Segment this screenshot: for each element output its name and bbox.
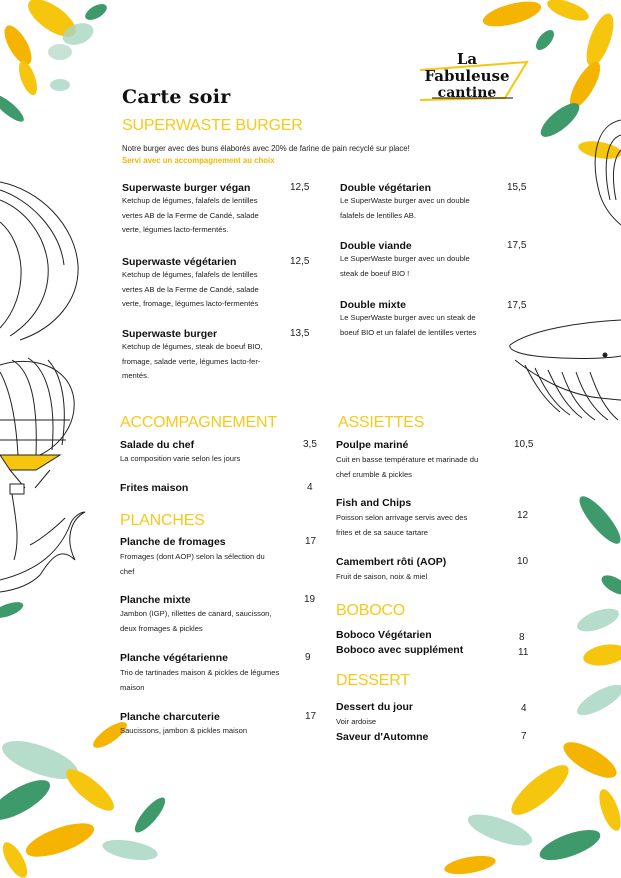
desc-line: Ketchup de légumes, steak de boeuf BIO, — [122, 342, 263, 351]
logo-line-1: La — [456, 50, 478, 68]
desc-line: Fromages (dont AOP) selon la sélection du — [120, 552, 265, 561]
menu-item-name: Superwaste végétarien — [122, 256, 237, 268]
whale-tail-illustration — [0, 512, 85, 592]
desc-line: frites et de sa sauce tartare — [336, 527, 429, 537]
menu-item-price: 4 — [521, 703, 527, 714]
menu-item-price: 17,5 — [507, 240, 527, 251]
leaf-decoration-bottom-left — [0, 718, 170, 878]
desc-line: deux fromages & pickles — [120, 623, 203, 633]
menu-item-description — [340, 311, 476, 340]
desc-line: maison — [120, 682, 145, 692]
desc-line: Ketchup de légumes, falafels de lentilles — [122, 196, 258, 205]
hot-air-balloon-illustration-right — [595, 120, 621, 225]
menu-item-price: 12 — [517, 510, 529, 521]
desc-line: boeuf BIO et un falafel de lentilles vertes — [340, 327, 477, 337]
burger-note: Servi avec un accompagnement au choix — [122, 156, 275, 165]
desc-line: Fruit de saison, noix & miel — [336, 572, 428, 581]
menu-item-description — [336, 511, 467, 540]
desc-line: La composition varie selon les jours — [120, 454, 241, 463]
menu-item-price: 10,5 — [514, 439, 534, 450]
menu-item-price: 13,5 — [290, 328, 310, 339]
menu-item-description — [120, 452, 240, 467]
menu-item-name: Dessert du jour — [336, 701, 414, 713]
desc-line: Le SuperWaste burger avec un steak de — [340, 313, 476, 322]
desc-line: Cuit en basse température et marinade du — [336, 455, 479, 464]
desc-line: Jambon (IGP), rillettes de canard, saucisson, — [120, 609, 272, 618]
menu-item-name: Double mixte — [340, 299, 406, 311]
menu-item-price: 9 — [305, 652, 311, 663]
section-heading-assiettes: ASSIETTES — [338, 414, 425, 431]
menu-item-price: 8 — [519, 632, 525, 643]
menu-item-price: 17 — [305, 711, 317, 722]
menu-item-description — [122, 268, 259, 312]
section-heading-dessert: DESSERT — [336, 672, 410, 689]
desc-line: chef crumble & pickles — [336, 469, 412, 479]
menu-item-name: Planche mixte — [120, 594, 191, 606]
menu-item-description — [120, 550, 265, 579]
menu-item-description — [336, 715, 376, 730]
menu-item-description — [120, 607, 272, 636]
desc-line: Voir ardoise — [336, 717, 377, 726]
menu-item-name: Double viande — [340, 240, 412, 252]
desc-line: chef — [120, 566, 135, 576]
desc-line: verte, légumes lacto-fermentés. — [122, 225, 229, 234]
menu-item-name: Double végétarien — [340, 182, 432, 194]
menu-item-price: 17 — [305, 536, 317, 547]
menu-item-name: Planche de fromages — [120, 536, 226, 548]
desc-line: fromage, salade verte, légumes lacto-fer- — [122, 356, 261, 366]
menu-item-price: 12,5 — [290, 182, 310, 193]
page-title: Carte soir — [122, 86, 231, 108]
leaf-decoration-right-middle — [574, 491, 621, 668]
balloon-yellow-band — [0, 455, 60, 470]
hot-air-balloon-illustration-top — [0, 182, 78, 340]
leaf-decoration-bottom-right — [443, 679, 621, 877]
menu-item-name: Planche charcuterie — [120, 711, 220, 723]
desc-line: steak de boeuf BIO ! — [340, 268, 410, 278]
menu-item-name: Boboco avec supplément — [336, 644, 464, 656]
desc-line: vertes AB de la Ferme de Candé, salade — [122, 284, 259, 294]
menu-item-description — [340, 194, 470, 223]
menu-item-name: Superwaste burger — [122, 328, 218, 340]
menu-item-name: Camembert rôti (AOP) — [336, 556, 447, 568]
section-heading-accompagnement: ACCOMPAGNEMENT — [120, 414, 277, 431]
menu-item-description — [336, 570, 427, 585]
leaf-decoration-left — [0, 599, 25, 621]
desc-line: falafels de lentilles AB. — [340, 210, 416, 220]
menu-item-price: 15,5 — [507, 182, 527, 193]
menu-item-description — [340, 252, 470, 281]
section-heading-burger: SUPERWASTE BURGER — [122, 117, 303, 134]
logo-line-3: cantine — [437, 85, 497, 101]
desc-line: Saucissons, jambon & pickles maison — [120, 726, 248, 735]
desc-line: mentés. — [122, 371, 150, 380]
menu-item-price: 11 — [518, 647, 529, 658]
logo-line-2: Fabuleuse — [424, 67, 510, 85]
menu-item-name: Frites maison — [120, 482, 189, 494]
menu-item-price: 4 — [307, 482, 313, 493]
desc-line: Le SuperWaste burger avec un double — [340, 254, 470, 263]
menu-item-price: 7 — [521, 731, 527, 742]
menu-item-price: 10 — [517, 556, 529, 567]
burger-intro: Notre burger avec des buns élaborés avec 20% de farine de pain recyclé sur place! — [122, 144, 410, 153]
leaf-decoration-top-left — [0, 0, 109, 125]
menu-item-name: Salade du chef — [120, 439, 195, 451]
menu-item-price: 19 — [304, 594, 316, 605]
desc-line: vertes AB de la Ferme de Candé, salade — [122, 210, 259, 220]
fish-illustration — [510, 320, 621, 420]
menu-item-description — [336, 453, 478, 482]
desc-line: verte, fromage, légumes lacto-fermentés — [122, 299, 259, 308]
desc-line: Poisson selon arrivage servis avec des — [336, 513, 468, 522]
desc-line: Ketchup de légumes, falafels de lentilles — [122, 270, 258, 279]
menu-item-name: Boboco Végétarien — [336, 629, 432, 641]
menu-item-price: 17,5 — [507, 300, 527, 311]
menu-item-description — [120, 724, 247, 739]
desc-line: Le SuperWaste burger avec un double — [340, 196, 470, 205]
desc-line: Trio de tartinades maison & pickles de légumes — [120, 668, 280, 677]
logo — [418, 51, 516, 102]
menu-item-description — [122, 340, 263, 384]
section-heading-planches: PLANCHES — [120, 512, 205, 529]
menu-item-name: Saveur d'Automne — [336, 731, 429, 743]
menu-item-name: Poulpe mariné — [336, 439, 409, 451]
menu-item-price: 12,5 — [290, 256, 310, 267]
menu-item-description — [120, 666, 279, 695]
menu-item-name: Superwaste burger végan — [122, 182, 251, 194]
section-heading-boboco: BOBOCO — [336, 602, 406, 619]
menu-item-name: Planche végétarienne — [120, 652, 228, 664]
menu-item-price: 3,5 — [303, 439, 317, 450]
menu-item-name: Fish and Chips — [336, 497, 412, 509]
menu-item-description — [122, 194, 259, 238]
